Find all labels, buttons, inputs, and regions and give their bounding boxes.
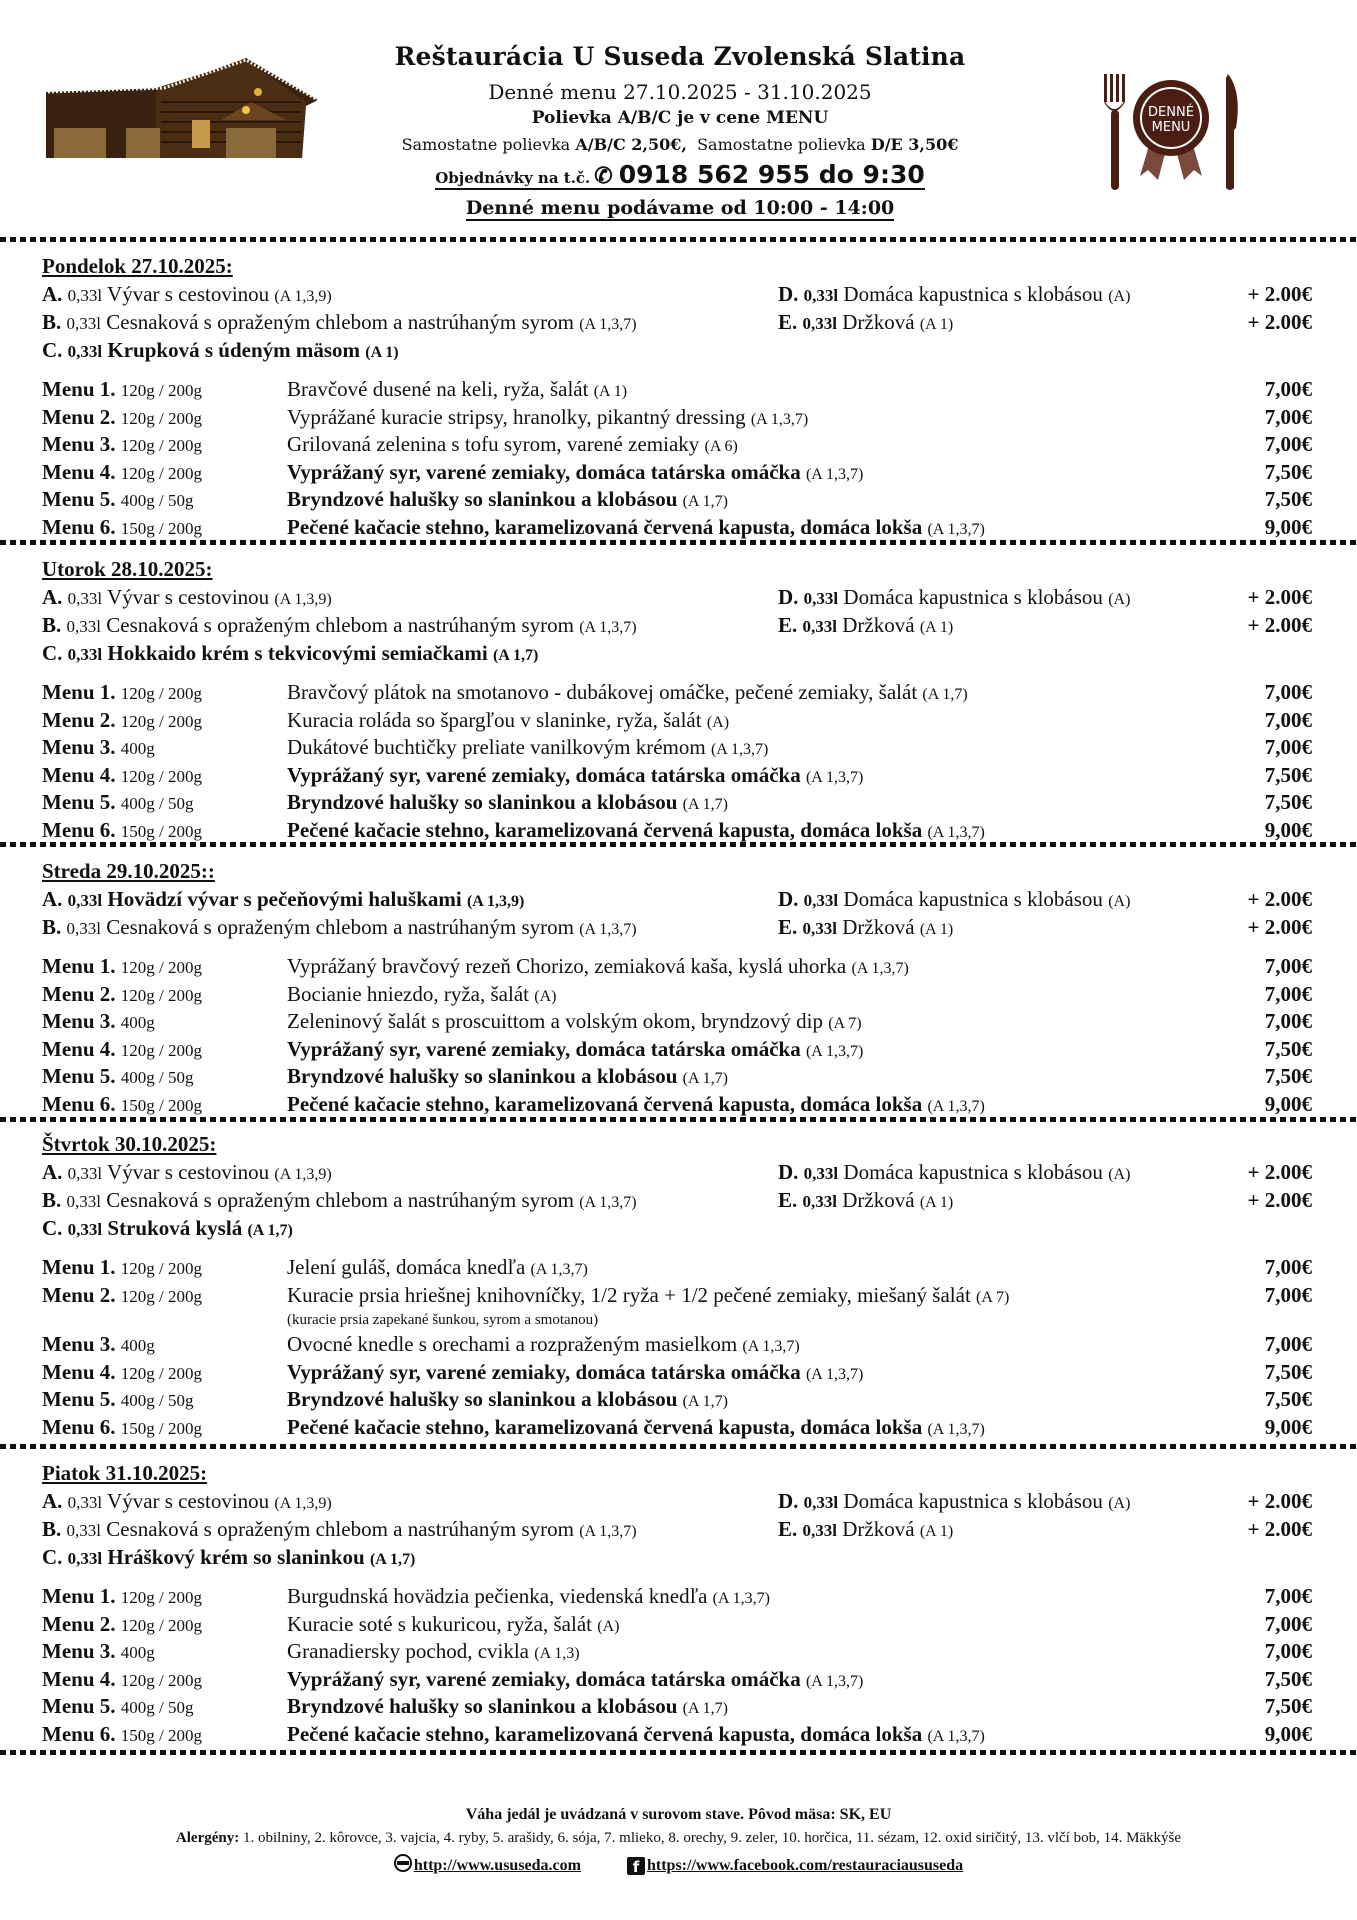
facebook-icon: f — [627, 1857, 645, 1875]
menu-row: Menu 4. 120g / 200g Vyprážaný syr, varené zemiaky, domáca tatárska omáčka (A 1,3,7) 7,50€ — [42, 1036, 1312, 1061]
soup-c: C. 0,33l Hráškový krém so slaninkou (A 1,7) — [42, 1545, 416, 1569]
menu-row: Menu 5. 400g / 50g Bryndzové halušky so slaninkou a klobásou (A 1,7) 7,50€ — [42, 1387, 1312, 1411]
footer-links — [0, 1854, 1357, 1875]
menu-row: Menu 2. 120g / 200g Vyprážané kuracie stripsy, hranolky, pikantný dressing (A 1,3,7) 7,00€ — [42, 404, 1312, 429]
menu-row: Menu 1. 120g / 200g Burgudnská hovädzia pečienka, viedenská knedľa (A 1,3,7) 7,00€ — [42, 1584, 1312, 1608]
menu-row: Menu 6. 150g / 200g Pečené kačacie stehno, karamelizovaná červená kapusta, domáca lokša (A 1,3,7) 9,00€ — [42, 1721, 1312, 1746]
soup-b: B. 0,33l Cesnaková s opraženým chlebom a nastrúhaným syrom (A 1,3,7) — [42, 1188, 637, 1212]
soup-e-price: + 2.00€ — [1247, 1517, 1312, 1541]
soup-b: B. 0,33l Cesnaková s opraženým chlebom a nastrúhaným syrom (A 1,3,7) — [42, 1517, 637, 1541]
menu-row: Menu 5. 400g / 50g Bryndzové halušky so slaninkou a klobásou (A 1,7) 7,50€ — [42, 1694, 1312, 1718]
soup-d-price: + 2.00€ — [1247, 585, 1312, 609]
soup-e: E. 0,33l Držková (A 1) — [778, 310, 954, 334]
menu-row: Menu 5. 400g / 50g Bryndzové halušky so slaninkou a klobásou (A 1,7) 7,50€ — [42, 487, 1312, 511]
soup-row — [42, 1543, 1312, 1571]
menu-row: Menu 5. 400g / 50g Bryndzové halušky so slaninkou a klobásou (A 1,7) 7,50€ — [42, 790, 1312, 814]
menu-row: Menu 2. 120g / 200g Kuracia roláda so špargľou v slaninke, ryža, šalát (A) 7,00€ — [42, 707, 1312, 732]
soup-a: A. 0,33l Hovädzí vývar s pečeňovými haluškami (A 1,3,9) — [42, 887, 525, 911]
soup-e: E. 0,33l Držková (A 1) — [778, 613, 954, 637]
menu-row: Menu 4. 120g / 200g Vyprážaný syr, varené zemiaky, domáca tatárska omáčka (A 1,3,7) 7,50€ — [42, 1666, 1312, 1691]
soup-e-price: + 2.00€ — [1247, 915, 1312, 939]
soup-row — [42, 913, 1312, 941]
soup-e-price: + 2.00€ — [1247, 1188, 1312, 1212]
badge-line1: DENNÉ — [1148, 105, 1194, 120]
soup-b: B. 0,33l Cesnaková s opraženým chlebom a nastrúhaným syrom (A 1,3,7) — [42, 310, 637, 334]
day-section-tuesday — [42, 555, 1312, 844]
website-link[interactable]: http://www.ususeda.com — [413, 1857, 581, 1874]
soup-e: E. 0,33l Držková (A 1) — [778, 915, 954, 939]
soup-e-price: + 2.00€ — [1247, 310, 1312, 334]
menu-row: Menu 2. 120g / 200g Kuracie soté s kukuricou, ryža, šalát (A) 7,00€ — [42, 1611, 1312, 1636]
soup-row — [42, 1487, 1312, 1515]
order-phone-number[interactable]: 0918 562 955 do 9:30 — [618, 160, 925, 189]
soup-d: D. 0,33l Domáca kapustnica s klobásou (A) — [778, 282, 1131, 306]
menu-note: (kuracie prsia zapekané šunkou, syrom a smotanou) — [287, 1312, 599, 1328]
soup-b: B. 0,33l Cesnaková s opraženým chlebom a nastrúhaným syrom (A 1,3,7) — [42, 613, 637, 637]
facebook-link[interactable]: https://www.facebook.com/restauraciaususeda — [646, 1857, 964, 1874]
menu-row: Menu 6. 150g / 200g Pečené kačacie stehno, karamelizovaná červená kapusta, domáca lokša (A 1,3,7) 9,00€ — [42, 817, 1312, 842]
soup-c: C. 0,33l Hokkaido krém s tekvicovými semiačkami (A 1,7) — [42, 641, 539, 665]
menu-row: Menu 2. 120g / 200g Kuracie prsia hriešnej knihovníčky, 1/2 ryža + 1/2 pečené zemiaky, miešaný šalát (A 7) 7,00€ — [42, 1282, 1312, 1307]
day-title: Piatok 31.10.2025: — [42, 1461, 208, 1485]
menu-row: Menu 1. 120g / 200g Vyprážaný bravčový rezeň Chorizo, zemiaková kaša, kyslá uhorka (A 1,3,7) 7,00€ — [42, 954, 1312, 978]
menu-row: Menu 4. 120g / 200g Vyprážaný syr, varené zemiaky, domáca tatárska omáčka (A 1,3,7) 7,50€ — [42, 459, 1312, 484]
globe-icon — [394, 1854, 412, 1872]
menu-row: Menu 1. 120g / 200g Bravčový plátok na smotanovo - dubákovej omáčke, pečené zemiaky, šalát (A 1,7) 7,00€ — [42, 680, 1312, 704]
soup-row — [42, 336, 1312, 364]
menu-row: Menu 4. 120g / 200g Vyprážaný syr, varené zemiaky, domáca tatárska omáčka (A 1,3,7) 7,50€ — [42, 762, 1312, 787]
order-phone-line — [300, 160, 1060, 189]
soup-e: E. 0,33l Držková (A 1) — [778, 1517, 954, 1541]
soup-c: C. 0,33l Krupková s údeným mäsom (A 1) — [42, 338, 399, 362]
phone-icon: ✆ — [594, 163, 613, 189]
soup-row — [42, 1214, 1312, 1242]
separate-soup-prices: Samostatne polievka A/B/C 2,50€, Samostatne polievka D/E 3,50€ — [401, 135, 959, 154]
day-title: Utorok 28.10.2025: — [42, 557, 213, 581]
soup-a: A. 0,33l Vývar s cestovinou (A 1,3,9) — [42, 1489, 332, 1513]
soup-included-note: Polievka A/B/C je v cene MENU — [531, 108, 829, 128]
soup-a: A. 0,33l Vývar s cestovinou (A 1,3,9) — [42, 585, 332, 609]
day-section-monday — [42, 252, 1312, 541]
weight-origin-note: Váha jedál je uvádzaná v surovom stave. Pôvod mäsa: SK, EU — [465, 1806, 892, 1823]
menu-row: Menu 1. 120g / 200g Jelení guláš, domáca knedľa (A 1,3,7) 7,00€ — [42, 1255, 1312, 1279]
menu-row: Menu 3. 400g Dukátové buchtičky preliate vanilkovým krémom (A 1,3,7) 7,00€ — [42, 735, 1312, 759]
soup-d: D. 0,33l Domáca kapustnica s klobásou (A) — [778, 585, 1131, 609]
section-divider — [0, 540, 1357, 545]
soup-d: D. 0,33l Domáca kapustnica s klobásou (A) — [778, 1160, 1131, 1184]
menu-row: Menu 4. 120g / 200g Vyprážaný syr, varené zemiaky, domáca tatárska omáčka (A 1,3,7) 7,50€ — [42, 1359, 1312, 1384]
soup-d-price: + 2.00€ — [1247, 1160, 1312, 1184]
soup-row — [42, 1186, 1312, 1214]
soup-d: D. 0,33l Domáca kapustnica s klobásou (A) — [778, 1489, 1131, 1513]
menu-row: Menu 5. 400g / 50g Bryndzové halušky so slaninkou a klobásou (A 1,7) 7,50€ — [42, 1064, 1312, 1088]
soup-row — [42, 885, 1312, 913]
serving-hours: Denné menu podávame od 10:00 - 14:00 — [465, 197, 895, 219]
section-divider — [0, 1117, 1357, 1122]
menu-row: Menu 1. 120g / 200g Bravčové dusené na keli, ryža, šalát (A 1) 7,00€ — [42, 377, 1312, 401]
soup-c: C. 0,33l Struková kyslá (A 1,7) — [42, 1216, 293, 1240]
day-title: Pondelok 27.10.2025: — [42, 254, 233, 278]
header — [0, 0, 1357, 232]
soup-d-price: + 2.00€ — [1247, 1489, 1312, 1513]
section-divider — [0, 1750, 1357, 1755]
soup-row — [42, 308, 1312, 336]
section-divider — [0, 1444, 1357, 1449]
menu-row: Menu 2. 120g / 200g Bocianie hniezdo, ryža, šalát (A) 7,00€ — [42, 981, 1312, 1006]
menu-row: Menu 6. 150g / 200g Pečené kačacie stehno, karamelizovaná červená kapusta, domáca lokša (A 1,3,7) 9,00€ — [42, 1091, 1312, 1116]
soup-a: A. 0,33l Vývar s cestovinou (A 1,3,9) — [42, 282, 332, 306]
day-title: Štvrtok 30.10.2025: — [42, 1132, 217, 1156]
soup-row — [42, 280, 1312, 308]
order-label: Objednávky na t.č. — [435, 169, 591, 187]
denne-menu-badge-icon — [1100, 72, 1246, 192]
menu-row: Menu 3. 400g Ovocné knedle s orechami a rozpraženým masielkom (A 1,3,7) 7,00€ — [42, 1332, 1312, 1356]
badge-line2: MENU — [1151, 120, 1191, 135]
menu-row: Menu 6. 150g / 200g Pečené kačacie stehno, karamelizovaná červená kapusta, domáca lokša (A 1,3,7) 9,00€ — [42, 514, 1312, 539]
menu-row: Menu 3. 400g Zeleninový šalát s proscuittom a volským okom, bryndzový dip (A 7) 7,00€ — [42, 1009, 1312, 1033]
section-divider — [0, 842, 1357, 847]
menu-row: Menu 6. 150g / 200g Pečené kačacie stehno, karamelizovaná červená kapusta, domáca lokša (A 1,3,7) 9,00€ — [42, 1414, 1312, 1439]
soup-d-price: + 2.00€ — [1247, 282, 1312, 306]
day-section-thursday — [42, 1130, 1312, 1441]
soup-b: B. 0,33l Cesnaková s opraženým chlebom a nastrúhaným syrom (A 1,3,7) — [42, 915, 637, 939]
restaurant-lodge-image — [46, 58, 318, 170]
menu-date-range: Denné menu 27.10.2025 - 31.10.2025 — [488, 80, 872, 104]
section-divider — [0, 237, 1357, 242]
menu-row: Menu 3. 400g Granadiersky pochod, cvikla (A 1,3) 7,00€ — [42, 1639, 1312, 1663]
restaurant-title: Reštaurácia U Suseda Zvolenská Slatina — [394, 42, 966, 71]
soup-row — [42, 1158, 1312, 1186]
soup-e: E. 0,33l Držková (A 1) — [778, 1188, 954, 1212]
allergen-legend: Alergény: 1. obilniny, 2. kôrovce, 3. vajcia, 4. ryby, 5. arašidy, 6. sója, 7. mlieko, 8. orechy, 9. zeler, 10. horčica, 11. sézam, 12. oxid siričitý, 13. vlčí bob, 14. Mäkkýše — [175, 1830, 1182, 1846]
day-section-wednesday — [42, 857, 1312, 1118]
soup-row — [42, 1515, 1312, 1543]
soup-e-price: + 2.00€ — [1247, 613, 1312, 637]
soup-row — [42, 611, 1312, 639]
soup-d: D. 0,33l Domáca kapustnica s klobásou (A) — [778, 887, 1131, 911]
day-section-friday — [42, 1459, 1312, 1748]
soup-row — [42, 639, 1312, 667]
soup-a: A. 0,33l Vývar s cestovinou (A 1,3,9) — [42, 1160, 332, 1184]
menu-row: Menu 3. 120g / 200g Grilovaná zelenina s tofu syrom, varené zemiaky (A 6) 7,00€ — [42, 432, 1312, 456]
day-title: Streda 29.10.2025:: — [42, 859, 215, 883]
soup-d-price: + 2.00€ — [1247, 887, 1312, 911]
soup-row — [42, 583, 1312, 611]
